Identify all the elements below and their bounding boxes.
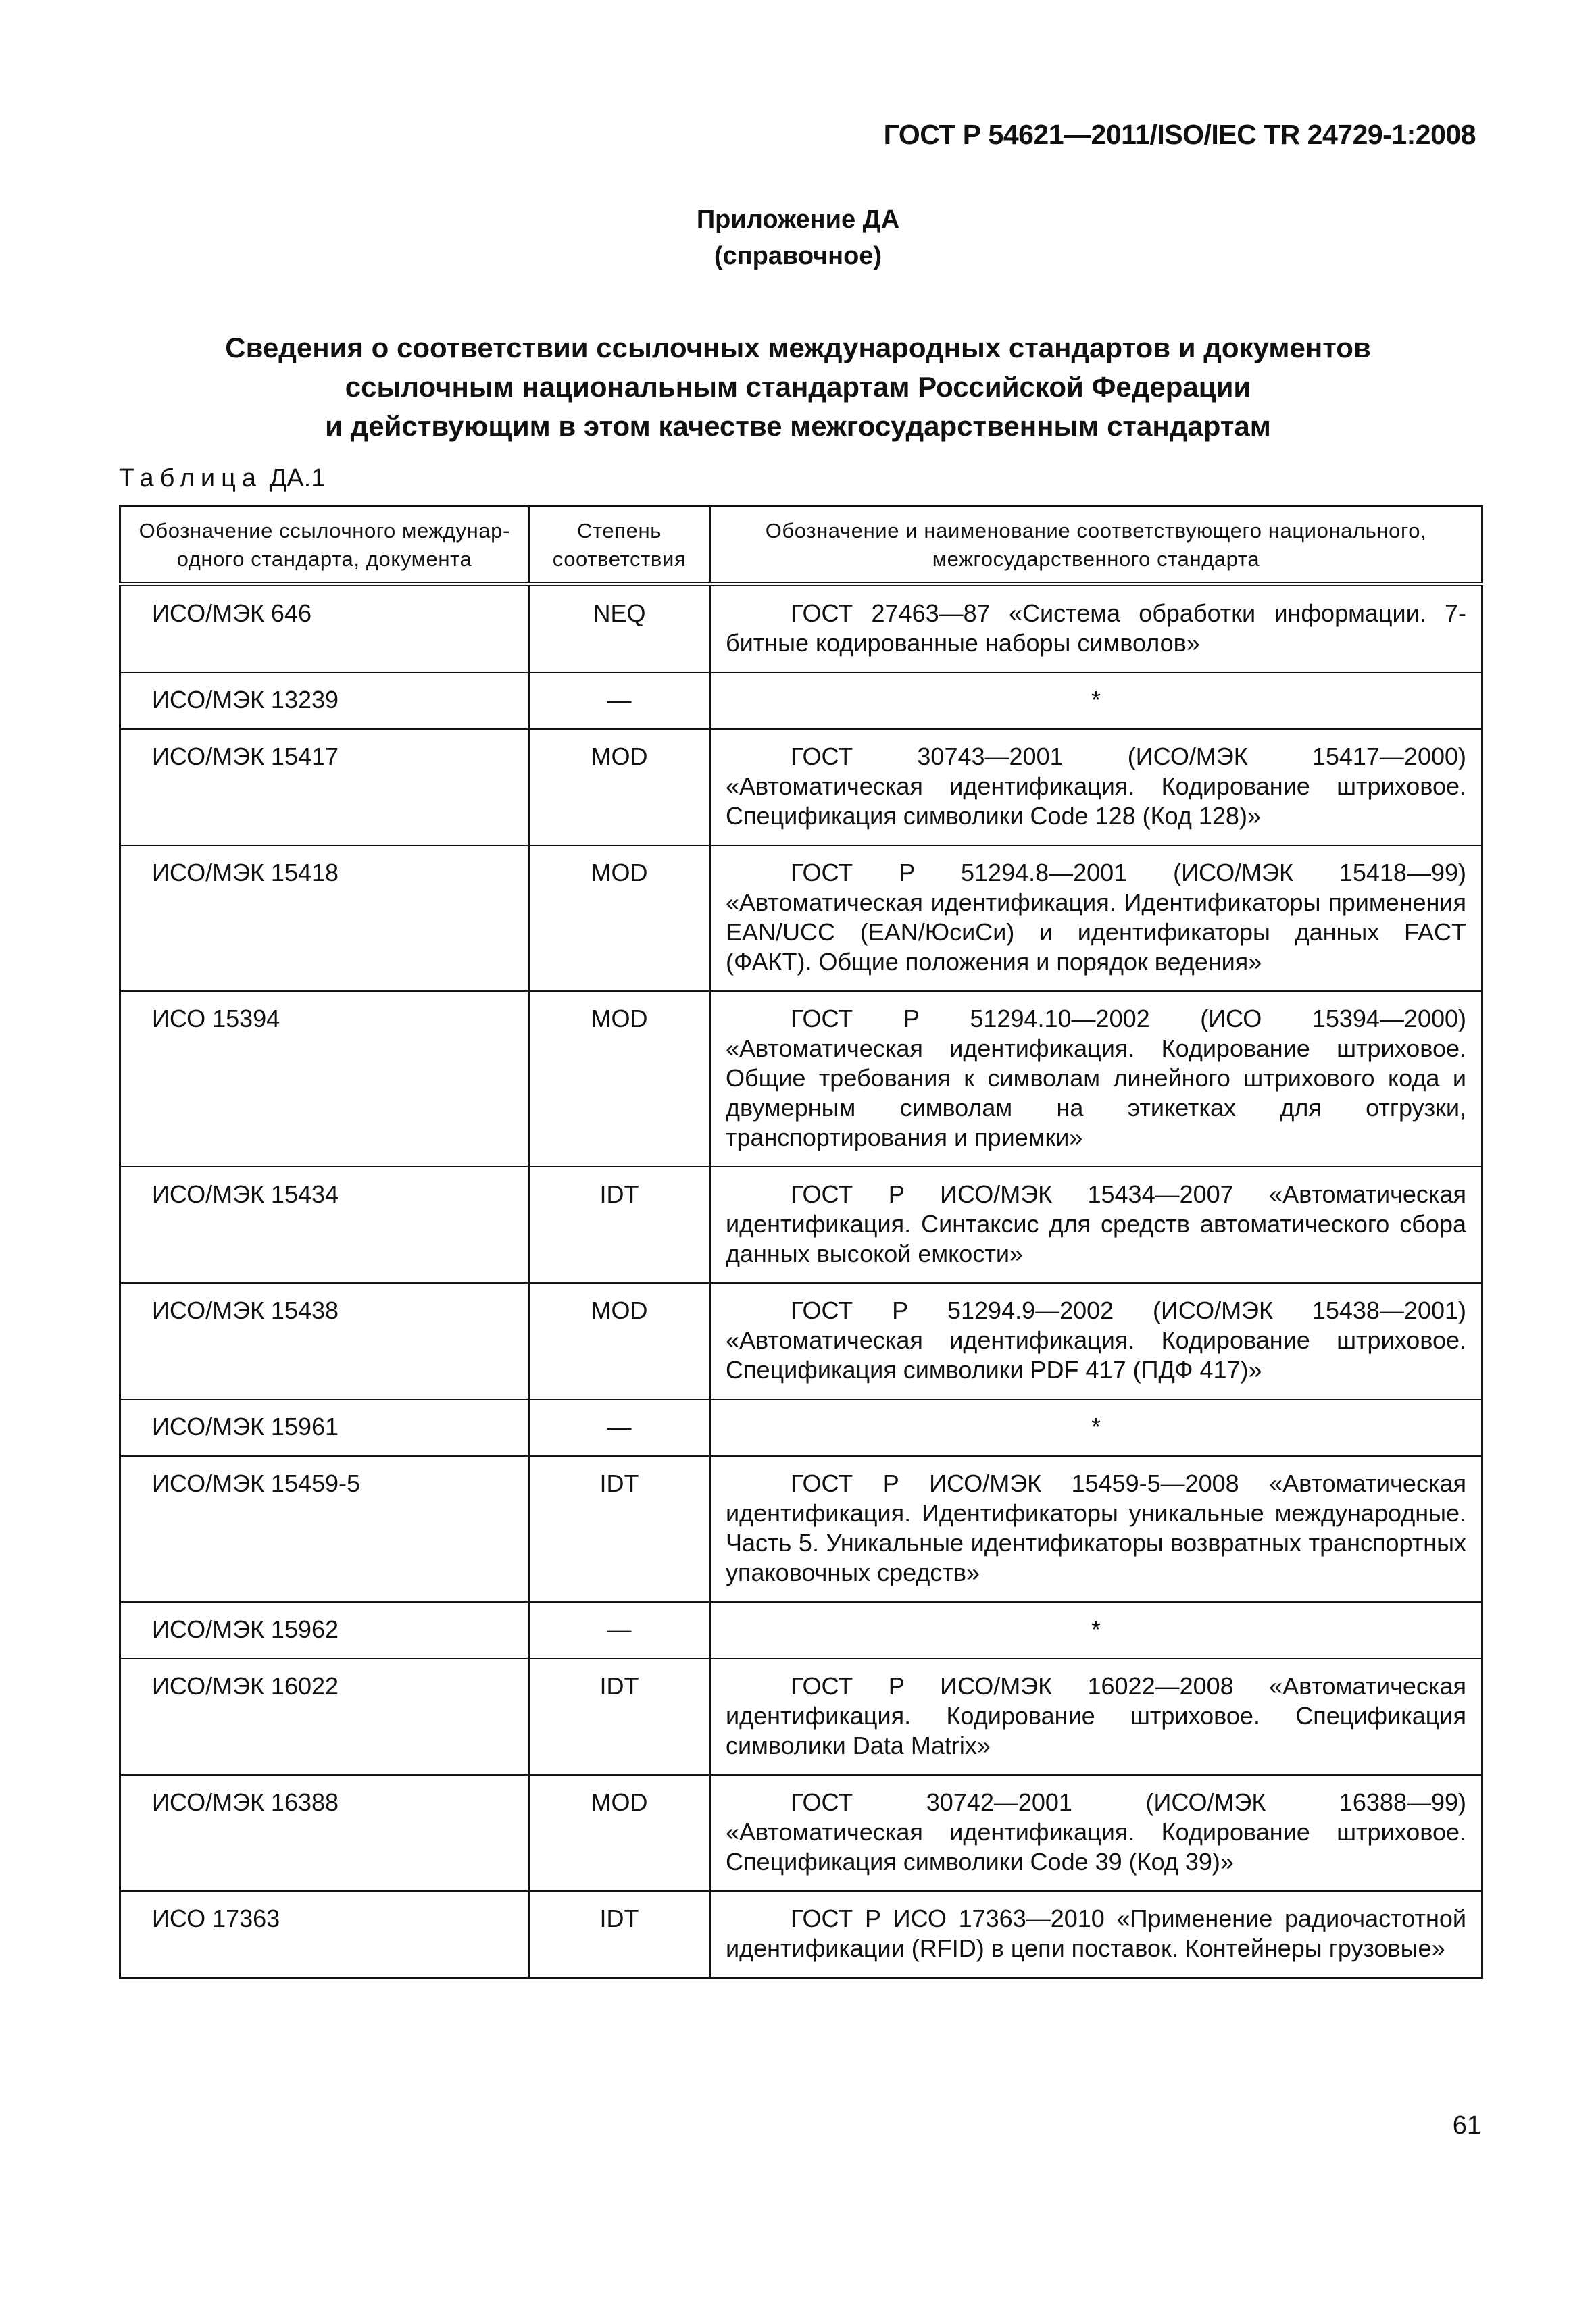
cell-conformity-degree: — <box>529 1602 710 1659</box>
cell-conformity-degree: IDT <box>529 1659 710 1775</box>
title-line-3: и действующим в этом качестве межгосударственным стандартам <box>325 410 1271 442</box>
cell-iso-designation: ИСО/МЭК 646 <box>120 584 529 673</box>
cell-iso-designation: ИСО 15394 <box>120 991 529 1167</box>
cell-national-standard: * <box>710 1399 1482 1456</box>
header-degree: Степень соответствия <box>529 507 710 584</box>
cell-iso-designation: ИСО/МЭК 15459-5 <box>120 1456 529 1602</box>
table-row <box>120 845 1482 991</box>
cell-iso-designation: ИСО/МЭК 15417 <box>120 729 529 845</box>
cell-iso-designation: ИСО/МЭК 16388 <box>120 1775 529 1891</box>
cell-conformity-degree: MOD <box>529 845 710 991</box>
table-row <box>120 991 1482 1167</box>
cell-national-standard: ГОСТ Р 51294.8—2001 (ИСО/МЭК 15418—99) «Автоматическая идентификация. Идентификаторы применения EAN/UCC (EAN/ЮсиСи) и идентификаторы данных FACT (ФАКТ). Общие положения и порядок ведения» <box>710 845 1482 991</box>
cell-iso-designation: ИСО/МЭК 15962 <box>120 1602 529 1659</box>
cell-iso-designation: ИСО/МЭК 15438 <box>120 1283 529 1399</box>
cell-national-standard: ГОСТ Р ИСО/МЭК 15459-5—2008 «Автоматическая идентификация. Идентификаторы уникальные международные. Часть 5. Уникальные идентификаторы возвратных транспортных упаковочных средств» <box>710 1456 1482 1602</box>
header-iso: Обозначение ссылочного международного стандарта, документа <box>120 507 529 584</box>
correspondence-table <box>119 505 1483 1979</box>
cell-conformity-degree: — <box>529 672 710 729</box>
page-number: 61 <box>1452 2111 1481 2140</box>
cell-conformity-degree: MOD <box>529 991 710 1167</box>
page-title <box>0 328 1596 446</box>
cell-conformity-degree: IDT <box>529 1167 710 1283</box>
header-national: Обозначение и наименование соответствующего национального, межгосударственного стандарта <box>710 507 1482 584</box>
table-row <box>120 1399 1482 1456</box>
cell-conformity-degree: NEQ <box>529 584 710 673</box>
cell-conformity-degree: MOD <box>529 1775 710 1891</box>
cell-national-standard: * <box>710 1602 1482 1659</box>
cell-iso-designation: ИСО/МЭК 15961 <box>120 1399 529 1456</box>
table-row <box>120 1891 1482 1978</box>
title-line-2: ссылочным национальным стандартам Российской Федерации <box>345 371 1251 403</box>
cell-national-standard: * <box>710 672 1482 729</box>
cell-iso-designation: ИСО/МЭК 15434 <box>120 1167 529 1283</box>
table-row <box>120 584 1482 673</box>
table-row <box>120 1602 1482 1659</box>
cell-iso-designation: ИСО/МЭК 15418 <box>120 845 529 991</box>
table-row <box>120 672 1482 729</box>
table-row <box>120 1659 1482 1775</box>
table-row <box>120 1775 1482 1891</box>
table-header-row <box>120 507 1482 584</box>
table-caption-word: Таблица <box>119 464 262 493</box>
table-row <box>120 1283 1482 1399</box>
table-caption <box>119 464 325 493</box>
table-row <box>120 729 1482 845</box>
cell-national-standard: ГОСТ Р 51294.9—2002 (ИСО/МЭК 15438—2001) «Автоматическая идентификация. Кодирование штриховое. Спецификация символики PDF 417 (ПДФ 417)» <box>710 1283 1482 1399</box>
cell-conformity-degree: IDT <box>529 1891 710 1978</box>
table-row <box>120 1456 1482 1602</box>
table-body <box>120 584 1482 1978</box>
cell-conformity-degree: — <box>529 1399 710 1456</box>
table-row <box>120 1167 1482 1283</box>
cell-national-standard: ГОСТ 30742—2001 (ИСО/МЭК 16388—99) «Автоматическая идентификация. Кодирование штриховое. Спецификация символики Code 39 (Код 39)» <box>710 1775 1482 1891</box>
cell-national-standard: ГОСТ 27463—87 «Система обработки информации. 7-битные кодированные наборы символов» <box>710 584 1482 673</box>
cell-national-standard: ГОСТ Р ИСО 17363—2010 «Применение радиочастотной идентификации (RFID) в цепи поставок. Контейнеры грузовые» <box>710 1891 1482 1978</box>
annex-title: Приложение ДА <box>696 205 900 234</box>
annex-status: (справочное) <box>714 242 882 270</box>
cell-iso-designation: ИСО/МЭК 13239 <box>120 672 529 729</box>
title-line-1: Сведения о соответствии ссылочных международных стандартов и документов <box>225 332 1371 363</box>
cell-national-standard: ГОСТ Р ИСО/МЭК 15434—2007 «Автоматическая идентификация. Синтаксис для средств автоматического сбора данных высокой емкости» <box>710 1167 1482 1283</box>
cell-national-standard: ГОСТ Р ИСО/МЭК 16022—2008 «Автоматическая идентификация. Кодирование штриховое. Спецификация символики Data Matrix» <box>710 1659 1482 1775</box>
cell-national-standard: ГОСТ Р 51294.10—2002 (ИСО 15394—2000) «Автоматическая идентификация. Кодирование штриховое. Общие требования к символам линейного штрихового кода и двумерным символам на этикетках для отгрузки, транспортирования и приемки» <box>710 991 1482 1167</box>
annex-heading <box>0 201 1596 274</box>
cell-iso-designation: ИСО/МЭК 16022 <box>120 1659 529 1775</box>
cell-conformity-degree: MOD <box>529 1283 710 1399</box>
cell-conformity-degree: MOD <box>529 729 710 845</box>
table-caption-number: ДА.1 <box>269 464 326 493</box>
document-code: ГОСТ Р 54621—2011/ISO/IEC TR 24729-1:2008 <box>883 119 1476 150</box>
cell-conformity-degree: IDT <box>529 1456 710 1602</box>
cell-national-standard: ГОСТ 30743—2001 (ИСО/МЭК 15417—2000) «Автоматическая идентификация. Кодирование штриховое. Спецификация символики Code 128 (Код 128)» <box>710 729 1482 845</box>
cell-iso-designation: ИСО 17363 <box>120 1891 529 1978</box>
